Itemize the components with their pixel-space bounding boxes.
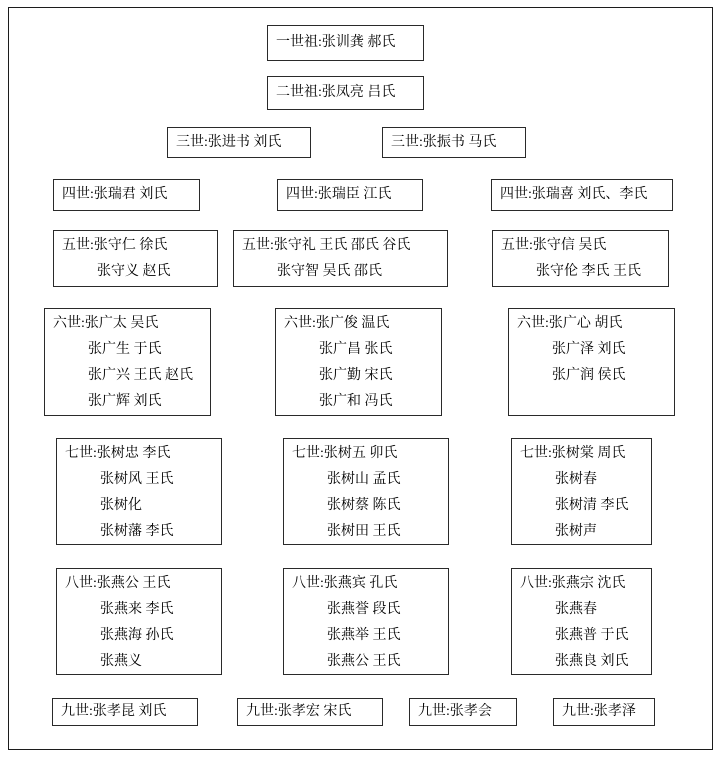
person-line: 张广勤 宋氏	[319, 368, 393, 383]
person-line: 七世:张树忠 李氏	[65, 446, 171, 461]
person-line: 张守智 吴氏 邵氏	[277, 264, 382, 279]
gen9-box-3	[409, 698, 517, 726]
person-line: 七世:张树棠 周氏	[520, 446, 626, 461]
person-line: 九世:张孝宏 宋氏	[246, 704, 352, 719]
person-line: 四世:张瑞喜 刘氏、李氏	[500, 187, 648, 202]
gen9-box-2	[237, 698, 383, 726]
gen6-box-2	[275, 308, 442, 416]
person-line: 张广和 冯氏	[319, 394, 393, 409]
person-line: 张守伦 李氏 王氏	[536, 264, 641, 279]
person-line: 张燕普 于氏	[555, 628, 629, 643]
person-line: 张燕公 王氏	[327, 654, 401, 669]
person-line: 张广兴 王氏 赵氏	[88, 368, 193, 383]
person-line: 张广泽 刘氏	[552, 342, 626, 357]
person-line: 张树清 李氏	[555, 498, 629, 513]
person-line: 八世:张燕公 王氏	[65, 576, 171, 591]
gen3-box-2	[382, 127, 526, 158]
person-line: 三世:张进书 刘氏	[176, 134, 282, 150]
person-line: 张燕春	[555, 602, 597, 617]
person-line: 三世:张振书 马氏	[391, 134, 497, 150]
person-line: 一世祖:张训龚 郝氏	[276, 35, 396, 50]
person-line: 八世:张燕宾 孔氏	[292, 576, 398, 591]
person-line: 张守义 赵氏	[97, 264, 171, 279]
person-line: 七世:张树五 卯氏	[292, 446, 398, 461]
person-line: 九世:张孝昆 刘氏	[61, 704, 167, 719]
person-line: 六世:张广太 吴氏	[53, 316, 159, 331]
person-line: 张燕良 刘氏	[555, 654, 629, 669]
gen5-box-2	[233, 230, 448, 287]
person-line: 五世:张守信 吴氏	[501, 238, 607, 253]
person-line: 张树田 王氏	[327, 524, 401, 539]
gen6-box-3	[508, 308, 675, 416]
person-line: 张燕义	[100, 654, 142, 669]
person-line: 张燕海 孙氏	[100, 628, 174, 643]
person-line: 张广辉 刘氏	[88, 394, 162, 409]
person-line: 四世:张瑞君 刘氏	[62, 187, 168, 202]
person-line: 张广生 于氏	[88, 342, 162, 357]
gen5-box-3	[492, 230, 669, 287]
gen9-box-1	[52, 698, 198, 726]
person-line: 六世:张广心 胡氏	[517, 316, 623, 331]
person-line: 四世:张瑞臣 江氏	[286, 187, 392, 202]
gen7-box-2	[283, 438, 449, 545]
person-line: 五世:张守礼 王氏 邵氏 谷氏	[242, 238, 411, 253]
person-line: 八世:张燕宗 沈氏	[520, 576, 626, 591]
person-line: 张树蔡 陈氏	[327, 498, 401, 513]
gen7-box-3	[511, 438, 652, 545]
person-line: 二世祖:张凤亮 吕氏	[276, 85, 396, 100]
gen4-box-2	[277, 179, 423, 211]
person-line: 张广昌 张氏	[319, 342, 393, 357]
person-line: 张树声	[555, 524, 597, 539]
gen6-box-1	[44, 308, 211, 416]
person-line: 六世:张广俊 温氏	[284, 316, 390, 331]
person-line: 张树化	[100, 498, 142, 513]
person-line: 张燕举 王氏	[327, 628, 401, 643]
gen9-box-4	[553, 698, 655, 726]
gen8-box-1	[56, 568, 222, 675]
gen4-box-1	[53, 179, 200, 211]
person-line: 张树山 孟氏	[327, 472, 401, 487]
person-line: 九世:张孝会	[418, 704, 492, 719]
person-line: 张燕来 李氏	[100, 602, 174, 617]
person-line: 张树藩 李氏	[100, 524, 174, 539]
person-line: 五世:张守仁 徐氏	[62, 238, 168, 253]
gen5-box-1	[53, 230, 218, 287]
gen1-box	[267, 25, 424, 61]
gen8-box-2	[283, 568, 449, 675]
person-line: 张广润 侯氏	[552, 368, 626, 383]
person-line: 张燕誉 段氏	[327, 602, 401, 617]
person-line: 九世:张孝泽	[562, 704, 636, 719]
person-line: 张树风 王氏	[100, 472, 174, 487]
person-line: 张树春	[555, 472, 597, 487]
gen8-box-3	[511, 568, 652, 675]
gen3-box-1	[167, 127, 311, 158]
gen2-box	[267, 76, 424, 110]
gen4-box-3	[491, 179, 673, 211]
gen7-box-1	[56, 438, 222, 545]
